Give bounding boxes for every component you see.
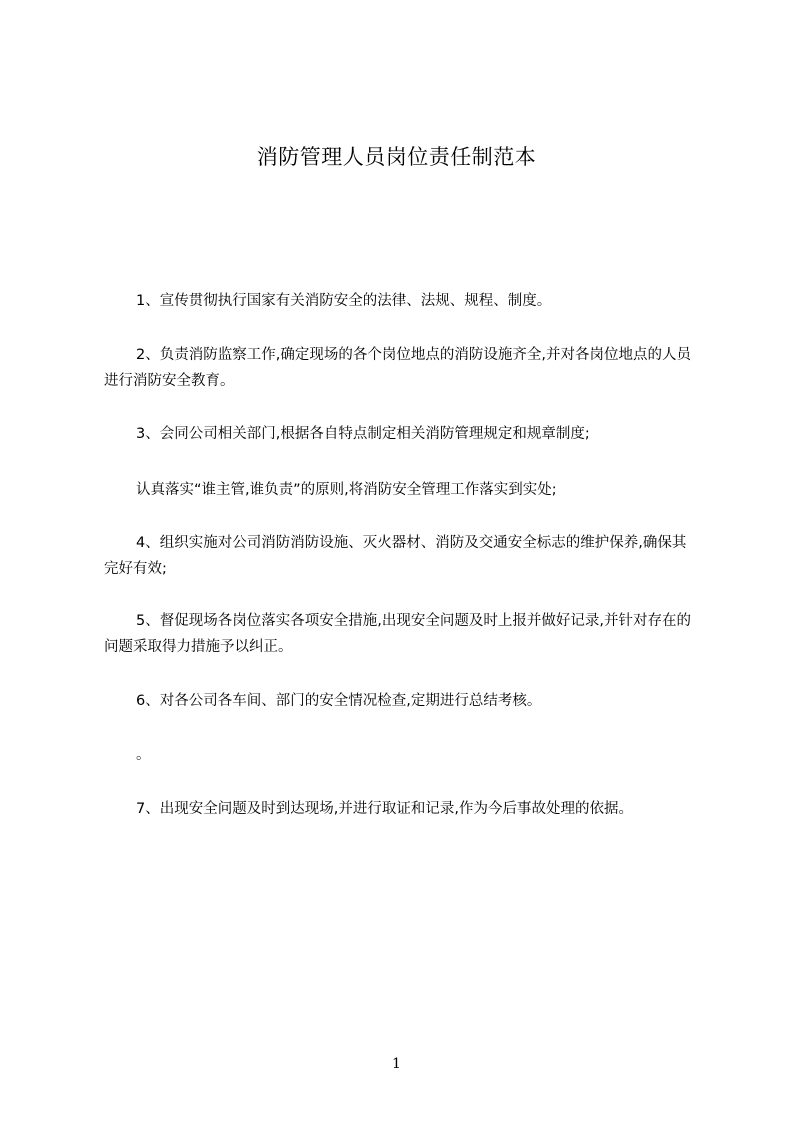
paragraph-item-2: 2、负责消防监察工作,确定现场的各个岗位地点的消防设施齐全,并对各岗位地点的人员进行消防安全教育。 (104, 347, 691, 389)
paragraph-item-4: 4、组织实施对公司消防消防设施、灭火器材、消防及交通安全标志的维护保养,确保其完好有效; (104, 535, 687, 577)
paragraph-item-3: 3、会同公司相关部门,根据各自特点制定相关消防管理规定和规章制度; (136, 426, 590, 442)
paragraph-item-7: 7、出现安全问题及时到达现场,并进行取证和记录,作为今后事故处理的依据。 (136, 801, 633, 817)
paragraph-stray-mark: 。 (136, 747, 151, 763)
paragraph-principle: 认真落实“谁主管,谁负责”的原则,将消防安全管理工作落实到实处; (136, 482, 557, 498)
paragraph-item-1: 1、宣传贯彻执行国家有关消防安全的法律、法规、规程、制度。 (136, 293, 552, 309)
paragraph-item-6: 6、对各公司各车间、部门的安全情况检查,定期进行总结考核。 (136, 693, 542, 709)
document-title: 消防管理人员岗位责任制范本 (256, 145, 537, 169)
paragraph-item-5: 5、督促现场各岗位落实各项安全措施,出现安全问题及时上报并做好记录,并针对存在的问题采取得力措施予以纠正。 (104, 613, 691, 655)
page-number: 1 (392, 1056, 401, 1072)
